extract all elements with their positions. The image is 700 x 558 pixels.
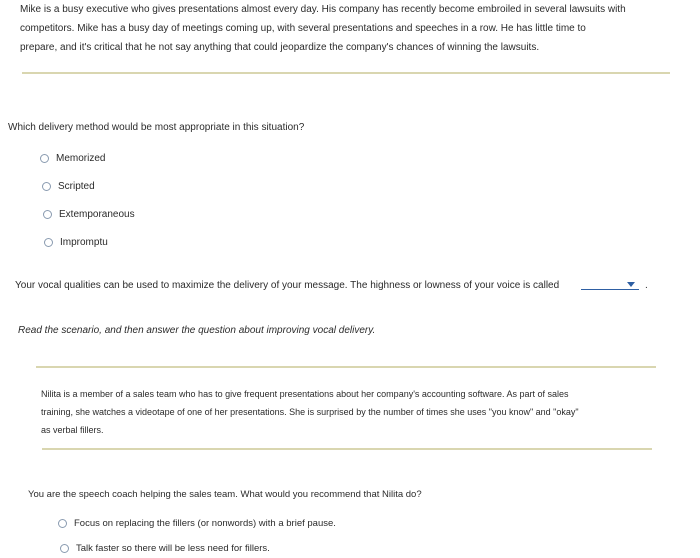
radio-button[interactable] [60, 544, 69, 553]
radio-button[interactable] [44, 238, 53, 247]
option-label: Scripted [58, 181, 95, 192]
question-2-prompt: Your vocal qualities can be used to maximize the delivery of your message. The highness or lowness of your voice is called [15, 280, 560, 291]
intro-line-1: Mike is a busy executive who gives presentations almost every day. His company has recently become embroiled in several lawsuits with [20, 4, 626, 15]
radio-button[interactable] [40, 154, 49, 163]
option-extemporaneous[interactable] [43, 209, 135, 220]
option-label: Extemporaneous [59, 209, 135, 220]
option-label: Focus on replacing the fillers (or nonwords) with a brief pause. [74, 518, 336, 529]
divider-3 [42, 448, 652, 450]
option-memorized[interactable] [40, 153, 105, 164]
question-2-period: . [645, 280, 648, 291]
radio-button[interactable] [58, 519, 67, 528]
radio-button[interactable] [43, 210, 52, 219]
option-label: Impromptu [60, 237, 108, 248]
scenario-paragraph [41, 385, 661, 439]
intro-paragraph [20, 0, 690, 57]
scenario-line-1: Nilita is a member of a sales team who has to give frequent presentations about her company's accounting software. As part of sales [41, 389, 569, 399]
divider-2 [36, 366, 656, 368]
pitch-dropdown[interactable] [581, 280, 639, 290]
option-replace-fillers[interactable] [58, 518, 336, 529]
scenario-line-2: training, she watches a videotape of one of her presentations. She is surprised by the number of times she uses "you know" and "okay" [41, 407, 579, 417]
intro-line-2: competitors. Mike has a busy day of meetings coming up, with several presentations and speeches in a row. He has little time to [20, 23, 586, 34]
intro-line-3: prepare, and it's critical that he not say anything that could jeopardize the company's chances of winning the lawsuits. [20, 42, 540, 53]
option-label: Talk faster so there will be less need for fillers. [76, 543, 270, 554]
question-3-prompt: You are the speech coach helping the sales team. What would you recommend that Nilita do? [28, 489, 422, 500]
option-impromptu[interactable] [44, 237, 108, 248]
radio-button[interactable] [42, 182, 51, 191]
question-1-prompt: Which delivery method would be most appropriate in this situation? [8, 122, 305, 133]
scenario-line-3: as verbal fillers. [41, 425, 104, 435]
option-talk-faster[interactable] [60, 543, 270, 554]
scenario-instruction: Read the scenario, and then answer the question about improving vocal delivery. [18, 325, 376, 336]
option-label: Memorized [56, 153, 106, 164]
option-scripted[interactable] [42, 181, 95, 192]
divider-1 [22, 72, 670, 74]
caret-down-icon [627, 282, 635, 287]
